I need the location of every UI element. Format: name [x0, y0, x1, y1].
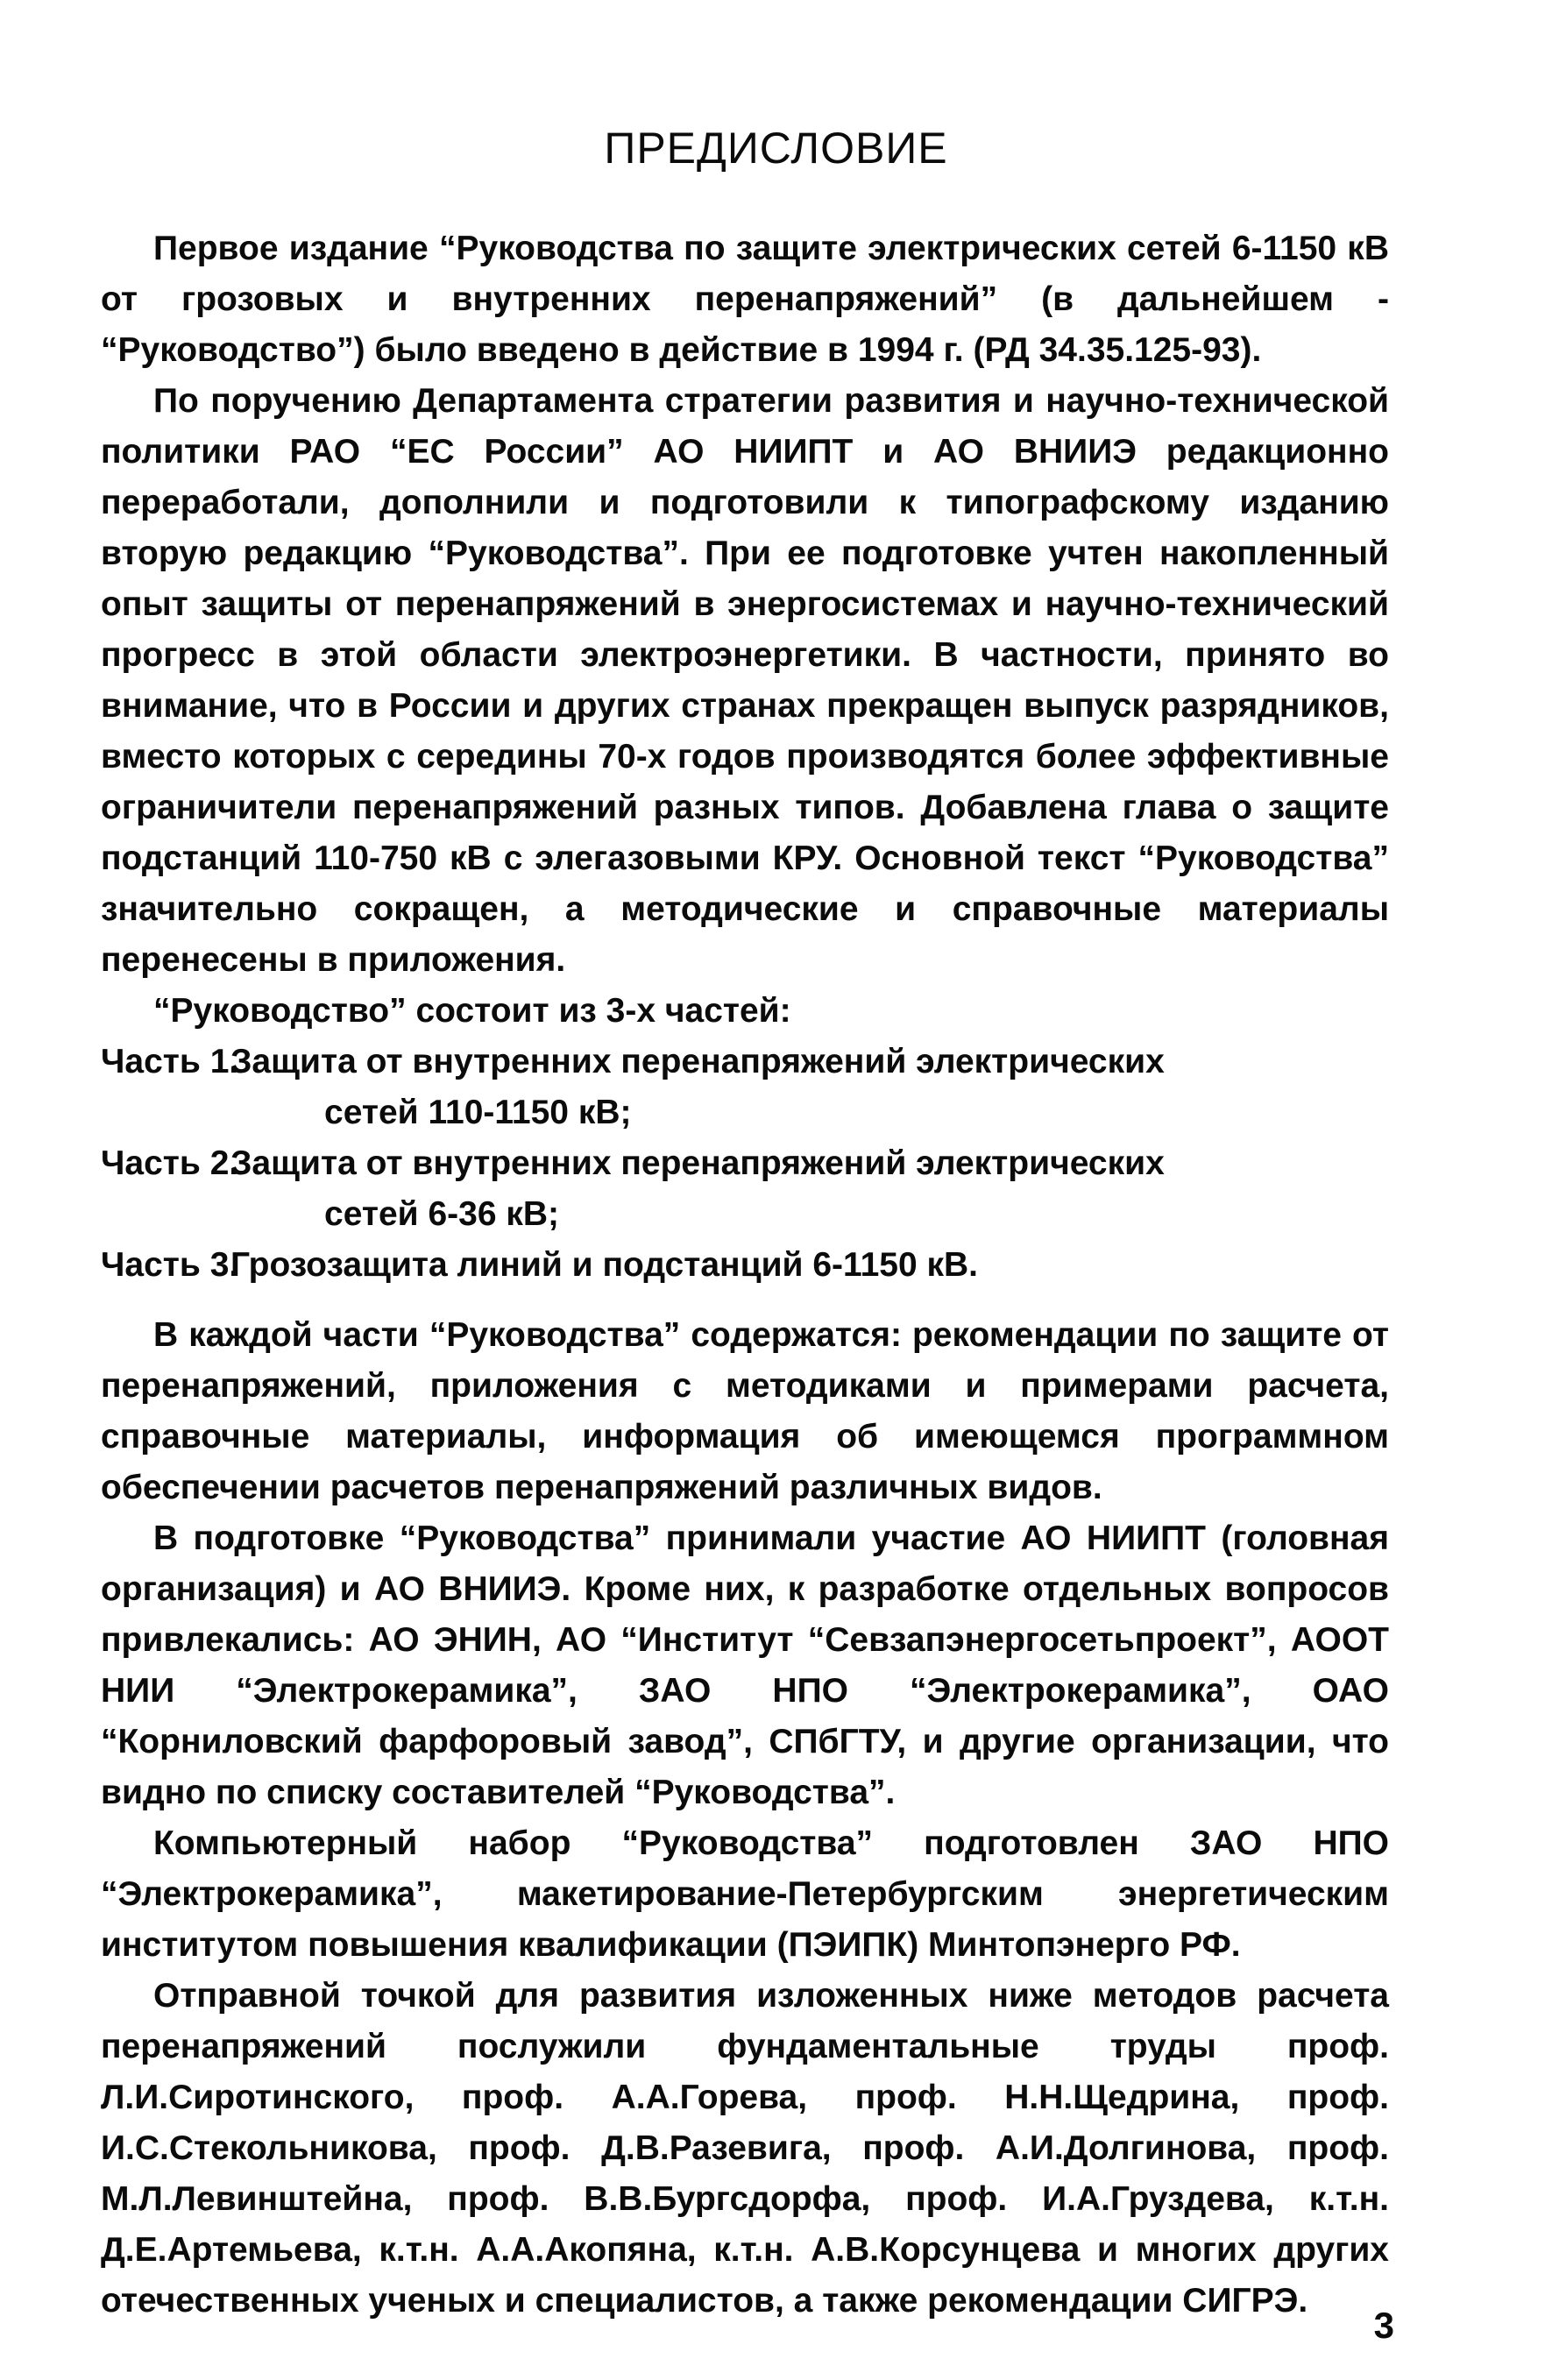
- paragraph-contents: В каждой части “Руководства” содержатся: рекомендации по защите от перенапряжений, приложения с методиками и примерами расчета, справочные материалы, информация об имеющемся программном обеспечении расчетов перенапряжений различных видов.: [101, 1316, 1389, 1506]
- part-label: Часть 1.: [101, 1043, 239, 1080]
- paragraph-participants: В подготовке “Руководства” принимали участие АО НИИПТ (головная организация) и АО ВНИИЭ. Кроме них, к разработке отдельных вопросов привлекались: АО ЭНИН, АО “Институт “Севзапэнергосетьпроект”, АООТ НИИ “Электрокерамика”, ЗАО НПО “Электрокерамика”, ОАО “Корниловский фарфоровый завод”, СПбГТУ, и другие организации, что видно по списку составителей “Руководства”.: [101, 1519, 1389, 1811]
- part-label: Часть 3.: [101, 1246, 239, 1284]
- part-text: [230, 1037, 1389, 1138]
- part-text: [230, 1240, 1389, 1291]
- list-item: [101, 1037, 1389, 1138]
- part-line: сетей 110-1150 кВ;: [324, 1094, 632, 1131]
- list-item: [101, 1240, 1389, 1291]
- paragraph-second-edition: По поручению Департамента стратегии развития и научно-технической политики РАО “ЕС России” АО НИИПТ и АО ВНИИЭ редакционно переработали, дополнили и подготовили к типографскому изданию вторую редакцию “Руководства”. При ее подготовке учтен накопленный опыт защиты от перенапряжений в энергосистемах и научно-технический прогресс в этой области электроэнергетики. В частности, принято во внимание, что в России и других странах прекращен выпуск разрядников, вместо которых с середины 70-х годов производятся более эффективные ограничители перенапряжений разных типов. Добавлена глава о защите подстанций 110-750 кВ с элегазовыми КРУ. Основной текст “Руководства” значительно сокращен, а методические и справочные материалы перенесены в приложения.: [101, 382, 1389, 979]
- page-number: 3: [1373, 2305, 1394, 2346]
- page-title: ПРЕДИСЛОВИЕ: [604, 124, 948, 173]
- paragraph-acknowledgements: Отправной точкой для развития изложенных ниже методов расчета перенапряжений послужили фундаментальные труды проф. Л.И.Сиротинского, проф. А.А.Горева, проф. Н.Н.Щедрина, проф. И.С.Стекольникова, проф. Д.В.Разевига, проф. А.И.Долгинова, проф. М.Л.Левинштейна, проф. В.В.Бургсдорфа, проф. И.А.Груздева, к.т.н. Д.Е.Артемьева, к.т.н. А.А.Акопяна, к.т.н. А.В.Корсунцева и многих других отечественных ученых и специалистов, а также рекомендации СИГРЭ.: [101, 1977, 1389, 2320]
- part-line: сетей 6-36 кВ;: [324, 1195, 560, 1233]
- parts-list: [101, 1037, 1389, 1291]
- paragraph-first-edition: Первое издание “Руководства по защите электрических сетей 6-1150 кВ от грозовых и внутренних перенапряжений” (в дальнейшем - “Руководство”) было введено в действие в 1994 г. (РД 34.35.125-93).: [101, 230, 1389, 369]
- part-line: Защита от внутренних перенапряжений электрических: [230, 1043, 1165, 1080]
- part-label: Часть 2.: [101, 1144, 239, 1182]
- part-line: Грозозащита линий и подстанций 6-1150 кВ.: [230, 1246, 978, 1284]
- paragraph-parts-intro: “Руководство” состоит из 3-х частей:: [153, 992, 791, 1030]
- list-item: [101, 1138, 1389, 1240]
- part-line: Защита от внутренних перенапряжений электрических: [230, 1144, 1165, 1182]
- part-text: [230, 1138, 1389, 1240]
- document-body: [101, 223, 1389, 2327]
- paragraph-typesetting: Компьютерный набор “Руководства” подготовлен ЗАО НПО “Электрокерамика”, макетирование-Петербургским энергетическим институтом повышения квалификации (ПЭИПК) Минтопэнерго РФ.: [101, 1824, 1389, 1964]
